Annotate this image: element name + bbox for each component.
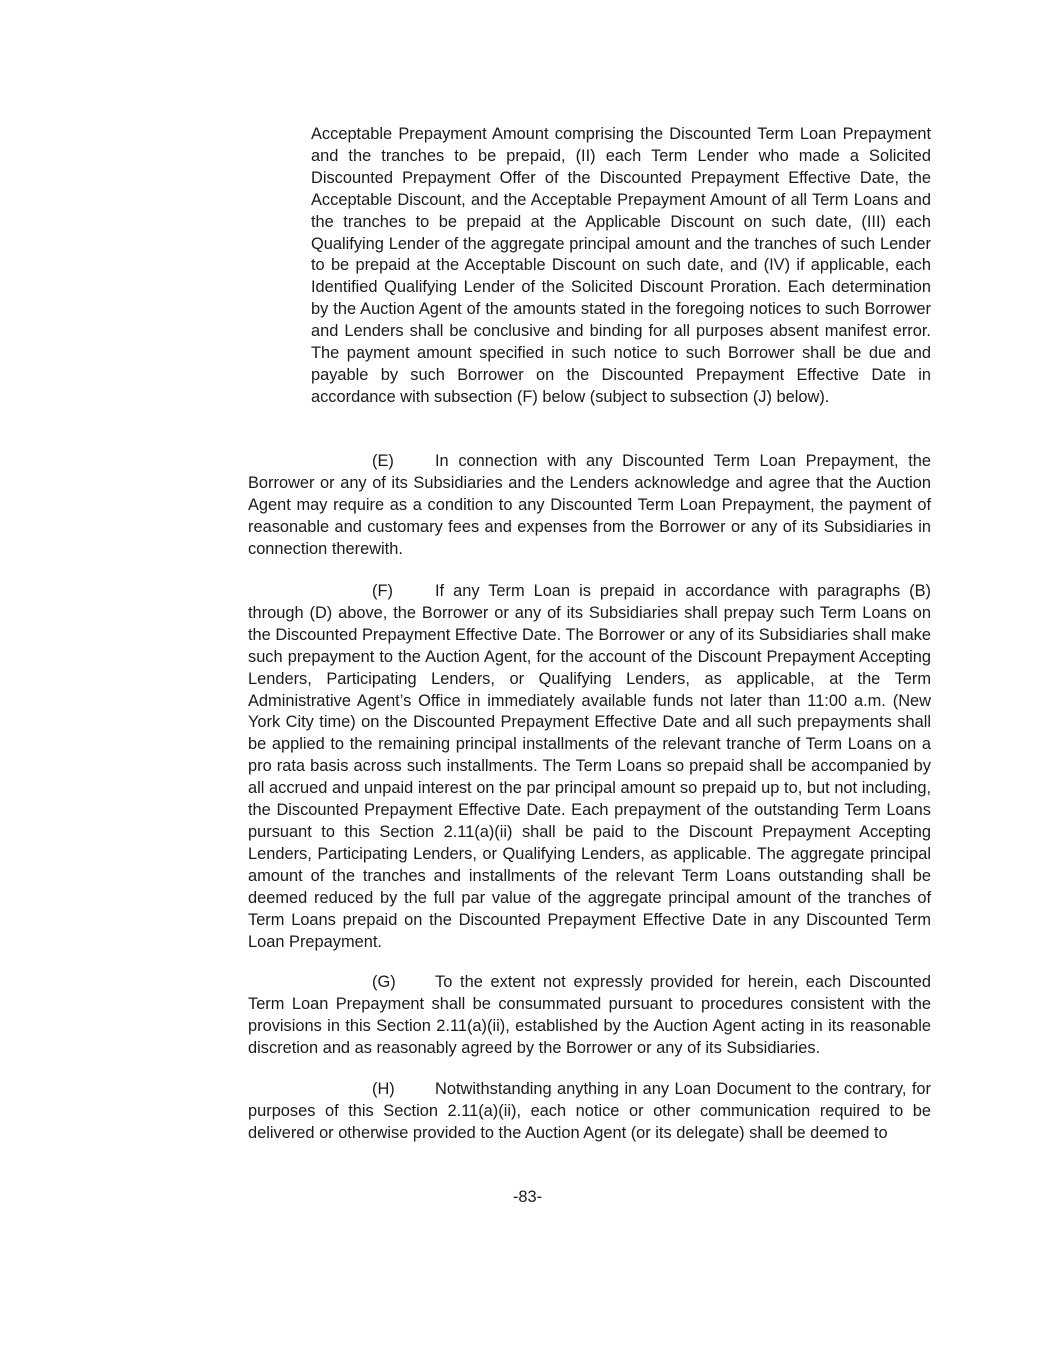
paragraph-h bbox=[248, 1079, 931, 1145]
continuation-paragraph: Acceptable Prepayment Amount comprising the Discounted Term Loan Prepayment and the tranches to be prepaid, (II) each Term Lender who made a Solicited Discounted Prepayment Offer of the Discounted Prepayment Effective Date, the Acceptable Discount, and the Acceptable Prepayment Amount of all Term Loans and the tranches to be prepaid at the Applicable Discount on such date, (III) each Qualifying Lender of the aggregate principal amount and the tranches of such Lender to be prepaid at the Acceptable Discount on such date, and (IV) if applicable, each Identified Qualifying Lender of the Solicited Discount Proration. Each determination by the Auction Agent of the amounts stated in the foregoing notices to such Borrower and Lenders shall be conclusive and binding for all purposes absent manifest error. The payment amount specified in such notice to such Borrower shall be due and payable by such Borrower on the Discounted Prepayment Effective Date in accordance with subsection (F) below (subject to subsection (J) below). bbox=[311, 125, 931, 406]
paragraph-e bbox=[248, 451, 931, 561]
paragraph-marker: (F) bbox=[372, 582, 393, 600]
paragraph-text: To the extent not expressly provided for herein, each Discounted Term Loan Prepayment shall be consummated pursuant to procedures consistent with the provisions in this Section 2.11(a)(ii), established by the Auction Agent acting in its reasonable discretion and as reasonably agreed by the Borrower or any of its Subsidiaries. bbox=[248, 973, 931, 1057]
paragraph-text: In connection with any Discounted Term Loan Prepayment, the Borrower or any of its Subsidiaries and the Lenders acknowledge and agree that the Auction Agent may require as a condition to any Discounted Term Loan Prepayment, the payment of reasonable and customary fees and expenses from the Borrower or any of its Subsidiaries in connection therewith. bbox=[248, 452, 931, 558]
paragraph-marker: (G) bbox=[372, 973, 396, 991]
paragraph-text: If any Term Loan is prepaid in accordance with paragraphs (B) through (D) above, the Borrower or any of its Subsidiaries shall prepay such Term Loans on the Discounted Prepayment Effective Date. The Borrower or any of its Subsidiaries shall make such prepayment to the Auction Agent, for the account of the Discount Prepayment Accepting Lenders, Participating Lenders, or Qualifying Lenders, as applicable, at the Term Administrative Agent’s Office in immediately available funds not later than 11:00 a.m. (New York City time) on the Discounted Prepayment Effective Date and all such prepayments shall be applied to the remaining principal installments of the relevant tranche of Term Loans on a pro rata basis across such installments. The Term Loans so prepaid shall be accompanied by all accrued and unpaid interest on the par principal amount so prepaid up to, but not including, the Discounted Prepayment Effective Date. Each prepayment of the outstanding Term Loans pursuant to this Section 2.11(a)(ii) shall be paid to the Discount Prepayment Accepting Lenders, Participating Lenders, or Qualifying Lenders, as applicable. The aggregate principal amount of the tranches and installments of the relevant Term Loans outstanding shall be deemed reduced by the full par value of the aggregate principal amount of the tranches of Term Loans prepaid on the Discounted Prepayment Effective Date in any Discounted Term Loan Prepayment. bbox=[248, 582, 931, 951]
paragraph-f bbox=[248, 581, 931, 953]
page-number: -83- bbox=[512, 1188, 543, 1206]
paragraph-marker: (H) bbox=[372, 1080, 395, 1098]
paragraph-text: Notwithstanding anything in any Loan Document to the contrary, for purposes of this Section 2.11(a)(ii), each notice or other communication required to be delivered or otherwise provided to the Auction Agent (or its delegate) shall be deemed to bbox=[248, 1080, 931, 1142]
paragraph-g bbox=[248, 972, 931, 1060]
paragraph-marker: (E) bbox=[372, 452, 394, 470]
